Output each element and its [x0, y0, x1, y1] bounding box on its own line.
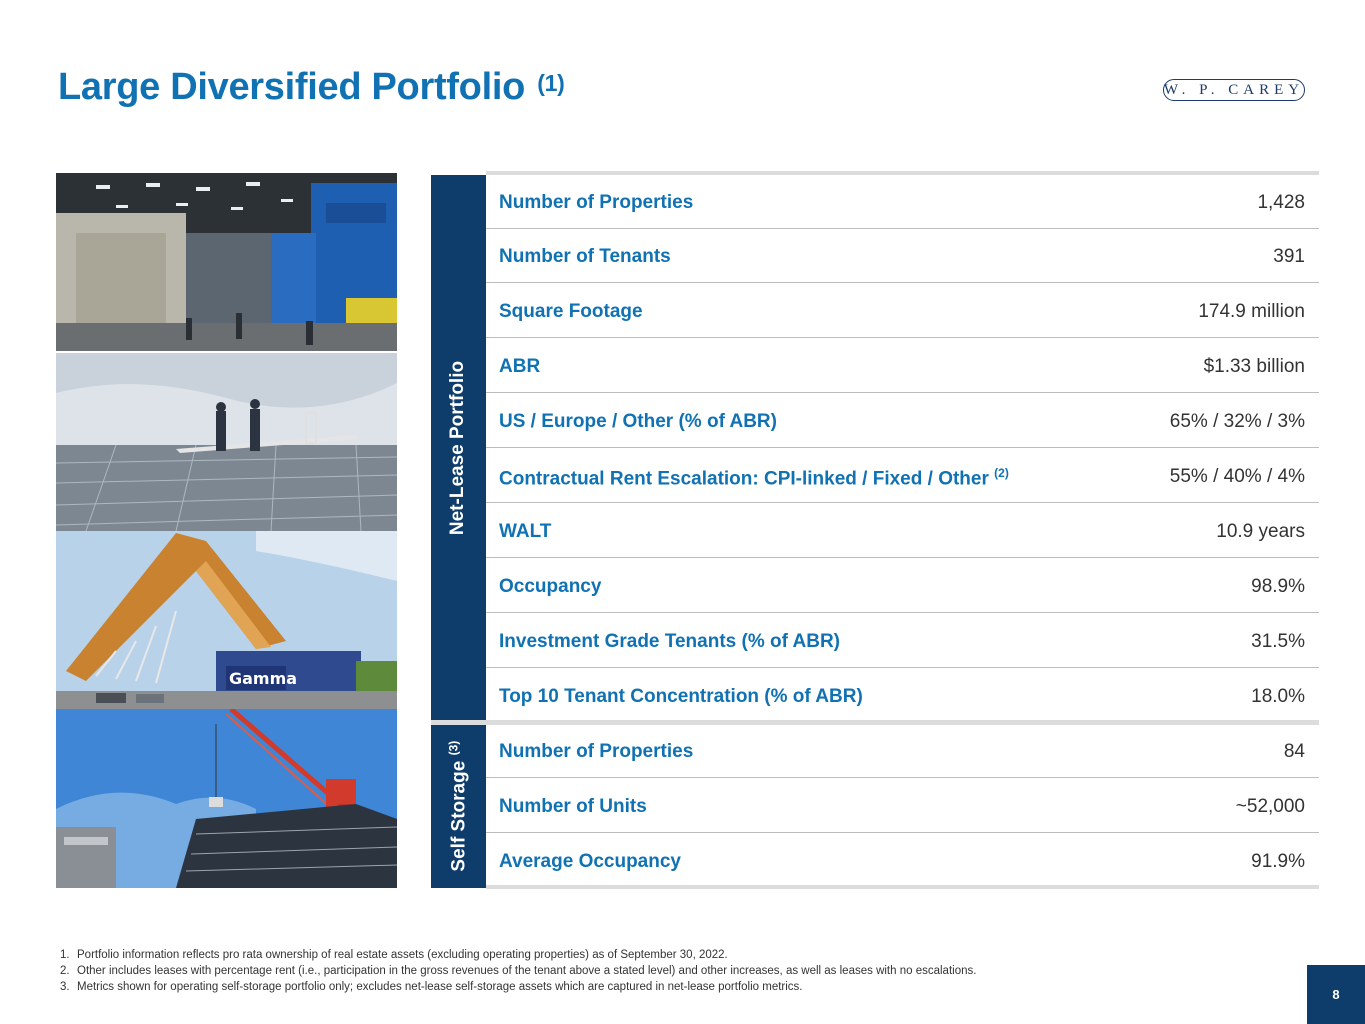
net-lease-label: Net-Lease Portfolio	[447, 360, 469, 535]
footnote-marker: (3)	[446, 741, 461, 756]
table-row	[486, 339, 1319, 393]
self-storage-label: Self Storage $^{(3)}$	[446, 741, 470, 872]
page-title: Large Diversified Portfolio $^{(1)}$	[58, 66, 565, 108]
row-value: 55% / 40% / 4%	[1169, 466, 1305, 487]
row-value: 91.9%	[1251, 851, 1305, 872]
self-storage-band	[431, 725, 486, 888]
construction-crane-photo	[56, 709, 397, 888]
gamma-sign: Gamma	[229, 669, 298, 688]
footnote-text: Portfolio information reflects pro rata ownership of real estate assets (excluding operating properties) as of September 30, 2022.	[77, 949, 728, 961]
row-value: 18.0%	[1251, 686, 1305, 707]
solar-roof-photo	[56, 353, 397, 531]
table-row	[486, 449, 1319, 503]
footnote-number: 2.	[60, 965, 70, 977]
row-value: 1,428	[1257, 192, 1305, 213]
table-row	[486, 779, 1319, 833]
row-value: $1.33 billion	[1203, 356, 1305, 377]
row-label: Top 10 Tenant Concentration (% of ABR)	[499, 686, 863, 707]
table-bottom-divider	[486, 885, 1319, 889]
row-label: WALT	[499, 521, 552, 542]
footnote-text: Metrics shown for operating self-storage portfolio only; excludes net-lease self-storage assets which are captured in net-lease portfolio metrics.	[77, 981, 803, 993]
footnote-text: Other includes leases with percentage rent (i.e., participation in the gross revenues of the tenant above a stated level) and other increases, as well as leases with no escalations.	[77, 965, 977, 977]
title-footnote-marker: (1)	[537, 70, 565, 96]
row-label: Number of Properties	[499, 741, 694, 762]
row-label: Number of Tenants	[499, 246, 671, 267]
photo-column	[56, 173, 397, 888]
row-label: Average Occupancy	[499, 851, 681, 872]
row-value: 391	[1273, 246, 1305, 267]
table-row	[486, 559, 1319, 613]
row-value: ~52,000	[1235, 796, 1305, 817]
row-label: Occupancy	[499, 576, 602, 597]
row-value: 84	[1283, 741, 1305, 762]
row-value: 10.9 years	[1216, 521, 1305, 542]
footnote-number: 3.	[60, 981, 70, 993]
row-label: Number of Properties	[499, 192, 694, 213]
row-label: US / Europe / Other (% of ABR)	[499, 411, 777, 432]
table-row	[486, 834, 1319, 888]
table-row	[486, 284, 1319, 338]
row-value: 65% / 32% / 3%	[1169, 411, 1305, 432]
footnote-marker: (2)	[994, 466, 1009, 480]
table-row	[486, 724, 1319, 778]
row-label: Square Footage	[499, 301, 643, 322]
footnote-number: 1.	[60, 949, 70, 961]
row-label: Contractual Rent Escalation: CPI-linked / Fixed / Other $^{(2)}$	[499, 466, 1009, 490]
table-row	[486, 504, 1319, 558]
footnote	[60, 947, 1260, 963]
row-value: 98.9%	[1251, 576, 1305, 597]
table-row	[486, 394, 1319, 448]
row-label: Number of Units	[499, 796, 647, 817]
table-row	[486, 669, 1319, 723]
footnote	[60, 979, 1260, 995]
gamma-store-photo	[56, 531, 397, 709]
row-value: 174.9 million	[1198, 301, 1305, 322]
row-value: 31.5%	[1251, 631, 1305, 652]
table-row	[486, 175, 1319, 229]
factory-interior-photo	[56, 173, 397, 351]
net-lease-band	[431, 175, 486, 720]
page-number: 8	[1307, 965, 1365, 1024]
row-label: Investment Grade Tenants (% of ABR)	[499, 631, 840, 652]
footnotes	[60, 947, 1260, 995]
table-row	[486, 614, 1319, 668]
wp-carey-logo: W. P. CAREY	[1163, 79, 1305, 101]
table-row	[486, 229, 1319, 283]
footnote	[60, 963, 1260, 979]
row-label: ABR	[499, 356, 541, 377]
